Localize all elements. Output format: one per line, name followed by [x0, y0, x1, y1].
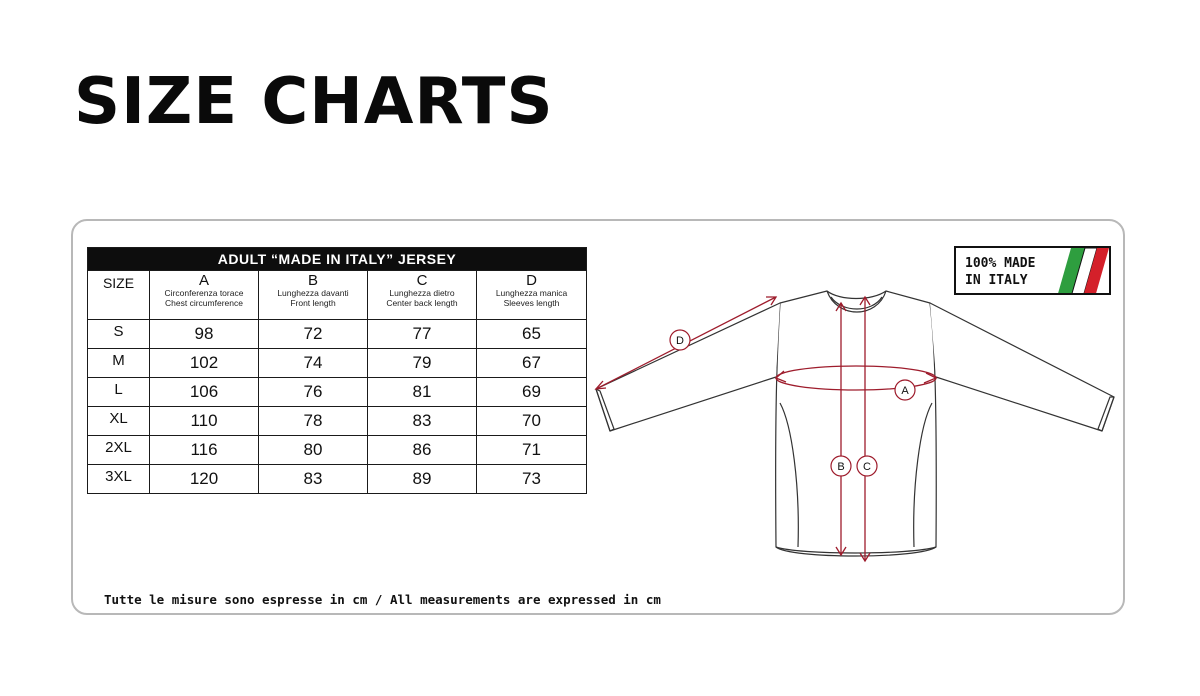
table-row	[88, 407, 587, 436]
table-title: ADULT “MADE IN ITALY” JERSEY	[88, 248, 587, 271]
page-title: SIZE CHARTS	[74, 65, 554, 139]
table-row	[88, 378, 587, 407]
label-c: C	[863, 461, 871, 473]
value-cell-a: 120	[150, 465, 259, 494]
badge-line-2: IN ITALY	[965, 273, 1028, 288]
value-cell-d: 70	[477, 407, 587, 436]
column-letter: D	[526, 272, 537, 289]
column-header-b	[259, 271, 368, 320]
size-cell: XL	[88, 407, 150, 436]
size-cell: 2XL	[88, 436, 150, 465]
value-cell-d: 67	[477, 349, 587, 378]
jersey-diagram	[590, 285, 1125, 575]
value-cell-c: 86	[368, 436, 477, 465]
column-label-english: Front length	[290, 298, 336, 308]
column-label-italian: Circonferenza torace	[164, 288, 244, 298]
value-cell-a: 106	[150, 378, 259, 407]
table-header-row	[88, 271, 587, 320]
column-header-d	[477, 271, 587, 320]
table-row	[88, 436, 587, 465]
size-cell: L	[88, 378, 150, 407]
column-label-english: Chest circumference	[165, 298, 243, 308]
column-label-italian: Lunghezza manica	[495, 288, 568, 298]
value-cell-d: 69	[477, 378, 587, 407]
value-cell-d: 65	[477, 320, 587, 349]
value-cell-c: 77	[368, 320, 477, 349]
column-header-a	[150, 271, 259, 320]
column-letter: C	[416, 272, 428, 289]
badge-line-1: 100% MADE	[965, 256, 1036, 271]
column-letter: B	[307, 272, 318, 289]
column-label-english: Center back length	[386, 298, 458, 308]
label-d: D	[676, 335, 684, 347]
value-cell-c: 83	[368, 407, 477, 436]
column-letter: A	[198, 272, 209, 289]
table-row	[88, 349, 587, 378]
size-cell: 3XL	[88, 465, 150, 494]
column-label-english: Sleeves length	[503, 298, 560, 308]
value-cell-c: 79	[368, 349, 477, 378]
value-cell-b: 74	[259, 349, 368, 378]
value-cell-a: 110	[150, 407, 259, 436]
value-cell-a: 102	[150, 349, 259, 378]
table-row	[88, 320, 587, 349]
value-cell-a: 98	[150, 320, 259, 349]
value-cell-b: 76	[259, 378, 368, 407]
column-label-italian: Lunghezza davanti	[277, 288, 349, 298]
value-cell-b: 83	[259, 465, 368, 494]
value-cell-d: 73	[477, 465, 587, 494]
size-column-header: SIZE	[88, 271, 150, 320]
value-cell-c: 81	[368, 378, 477, 407]
value-cell-b: 80	[259, 436, 368, 465]
value-cell-d: 71	[477, 436, 587, 465]
label-b: B	[837, 461, 845, 473]
size-cell: S	[88, 320, 150, 349]
table-row	[88, 465, 587, 494]
value-cell-b: 72	[259, 320, 368, 349]
value-cell-c: 89	[368, 465, 477, 494]
label-a: A	[901, 385, 909, 397]
size-cell: M	[88, 349, 150, 378]
size-table	[87, 247, 587, 494]
value-cell-b: 78	[259, 407, 368, 436]
column-label-italian: Lunghezza dietro	[389, 288, 455, 298]
column-header-c	[368, 271, 477, 320]
measurement-footnote: Tutte le misure sono espresse in cm / All measurements are expressed in cm	[104, 592, 661, 607]
value-cell-a: 116	[150, 436, 259, 465]
